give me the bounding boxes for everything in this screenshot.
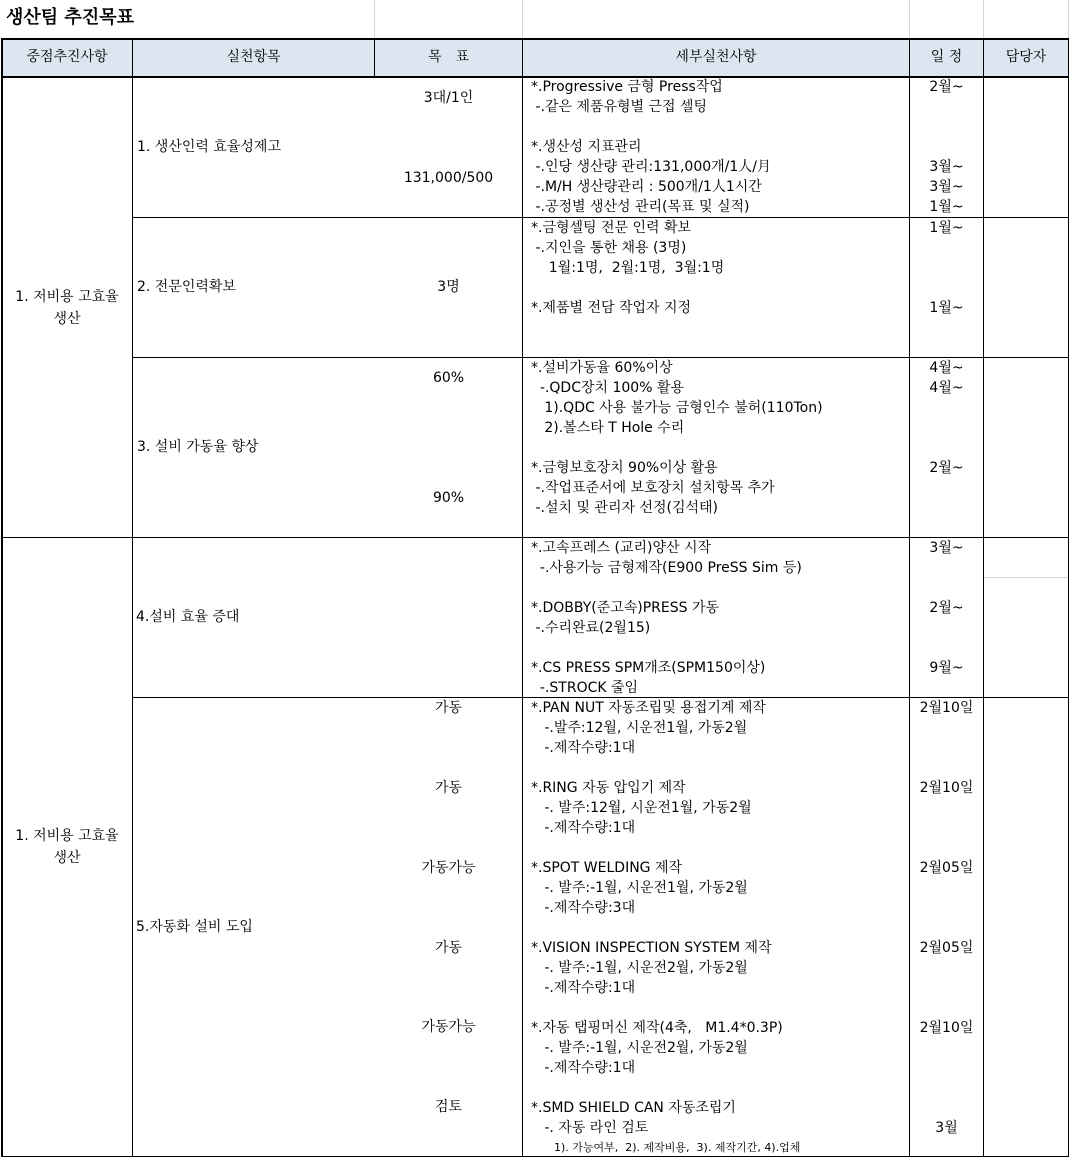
detail-line: *.금형보호장치 90%이상 활용 — [531, 460, 718, 476]
header-owner: 담당자 — [1005, 49, 1047, 65]
detail-line: -.M/H 생산량관리 : 500개/1人1시간 — [531, 179, 762, 195]
target-value: 131,000/500 — [403, 170, 494, 186]
target-value: 검토 — [434, 1099, 463, 1115]
target-value: 가동 — [434, 700, 463, 716]
detail-line: *.고속프레스 (교리)양산 시작 — [531, 540, 712, 556]
detail-line: *.DOBBY(준고속)PRESS 가동 — [531, 600, 720, 616]
detail-line: 1월:1명, 2월:1명, 3월:1명 — [531, 260, 725, 276]
detail-line: *.Progressive 금형 Press작업 — [531, 79, 723, 95]
schedule-value: 2월05일 — [919, 940, 974, 956]
detail-line: -.설치 및 관리자 선정(김석태) — [531, 500, 718, 516]
detail-line: *.VISION INSPECTION SYSTEM 제작 — [531, 940, 772, 956]
practice-item: 3. 설비 가동율 향상 — [137, 439, 259, 455]
detail-line: *.SMD SHIELD CAN 자동조립기 — [531, 1100, 736, 1116]
schedule-value: 3월 — [935, 1120, 958, 1136]
schedule-value: 1월~ — [929, 199, 964, 215]
schedule-value: 2월10일 — [919, 780, 974, 796]
target-value: 3대/1인 — [423, 90, 474, 106]
target-value: 가동 — [434, 780, 463, 796]
schedule-value: 3월~ — [929, 159, 964, 175]
detail-line: -.QDC장치 100% 활용 — [531, 380, 684, 396]
sheet-title: 생산팀 추진목표 — [6, 7, 134, 28]
detail-line: *.금형셀팅 전문 인력 확보 — [531, 220, 692, 236]
detail-line: *.PAN NUT 자동조립및 용접기계 제작 — [531, 700, 766, 716]
detail-line: 1).QDC 사용 불가능 금형인수 불허(110Ton) — [531, 400, 823, 416]
detail-line: *.생산성 지표관리 — [531, 139, 642, 155]
header-focus-item: 중점추진사항 — [26, 49, 108, 65]
detail-line: -.발주:12월, 시운전1월, 가동2월 — [531, 720, 748, 736]
schedule-value: 2월~ — [929, 600, 964, 616]
schedule-value: 4월~ — [929, 380, 964, 396]
detail-line: -.지인을 통한 채용 (3명) — [531, 240, 687, 256]
detail-line: *.CS PRESS SPM개조(SPM150이상) — [531, 660, 766, 676]
detail-line: *.SPOT WELDING 제작 — [531, 860, 683, 876]
detail-line: -.수리완료(2월15) — [531, 620, 651, 636]
detail-line: 1). 가능여부, 2). 제작비용, 3). 제작기간, 4).업체 — [533, 1141, 801, 1154]
detail-line: -. 발주:-1월, 시운전2월, 가동2월 — [531, 960, 748, 976]
schedule-value: 2월~ — [929, 79, 964, 95]
detail-line: -. 발주:12월, 시운전1월, 가동2월 — [531, 800, 752, 816]
schedule-value: 9월~ — [929, 660, 964, 676]
target-value: 3명 — [437, 279, 460, 295]
detail-line: -. 자동 라인 검토 — [531, 1120, 649, 1136]
detail-line: -.제작수량:1대 — [531, 820, 636, 836]
focus-item-line: 생산 — [53, 850, 81, 866]
practice-item: 4.설비 효율 증대 — [136, 609, 240, 625]
target-value: 가동가능 — [421, 860, 476, 876]
schedule-value: 2월05일 — [919, 860, 974, 876]
focus-item-line: 1. 저비용 고효율 — [15, 289, 119, 305]
schedule-value: 2월10일 — [919, 1020, 974, 1036]
detail-line: -.공정별 생산성 관리(목표 및 실적) — [531, 199, 750, 215]
detail-line: -.같은 제품유형별 근접 셀팅 — [531, 99, 708, 115]
schedule-value: 3월~ — [929, 540, 964, 556]
schedule-value: 2월~ — [929, 460, 964, 476]
detail-line: *.설비가동율 60%이상 — [531, 360, 673, 376]
detail-line: *.제품별 전담 작업자 지정 — [531, 300, 692, 316]
header-detail: 세부실천사항 — [675, 49, 757, 65]
focus-item-line: 1. 저비용 고효율 — [15, 828, 119, 844]
target-value: 60% — [432, 370, 465, 386]
schedule-value: 2월10일 — [919, 700, 974, 716]
practice-item: 2. 전문인력확보 — [137, 279, 236, 295]
focus-item-line: 생산 — [53, 311, 81, 327]
schedule-value: 3월~ — [929, 179, 964, 195]
target-value: 90% — [432, 490, 465, 506]
detail-line: -.STROCK 줄임 — [531, 680, 639, 696]
header-practice-item: 실천항목 — [226, 49, 281, 65]
detail-line: -.제작수량:1대 — [531, 740, 636, 756]
detail-line: *.RING 자동 압입기 제작 — [531, 780, 686, 796]
detail-line: -. 발주:-1월, 시운전2월, 가동2월 — [531, 1040, 748, 1056]
detail-line: *.자동 탭핑머신 제작(4축, M1.4*0.3P) — [531, 1020, 783, 1036]
detail-line: 2).볼스타 T Hole 수리 — [531, 420, 685, 436]
detail-line: -.제작수량:1대 — [531, 1060, 636, 1076]
detail-line: -.작업표준서에 보호장치 설치항목 추가 — [531, 480, 775, 496]
target-value: 가동 — [434, 940, 463, 956]
detail-line: -.제작수량:3대 — [531, 900, 636, 916]
detail-line: -.인당 생산량 관리:131,000개/1人/月 — [531, 159, 771, 175]
schedule-value: 1월~ — [929, 300, 964, 316]
target-value: 가동가능 — [421, 1019, 476, 1035]
detail-line: -. 발주:-1월, 시운전1월, 가동2월 — [531, 880, 748, 896]
schedule-value: 1월~ — [929, 220, 964, 236]
practice-item: 5.자동화 설비 도입 — [136, 919, 253, 935]
practice-item: 1. 생산인력 효율성제고 — [137, 139, 281, 155]
header-target: 목 표 — [427, 49, 470, 65]
detail-line: -.제작수량:1대 — [531, 980, 636, 996]
header-schedule: 일 정 — [930, 49, 963, 65]
detail-line: -.사용가능 금형제작(E900 PreSS Sim 등) — [531, 560, 802, 576]
schedule-value: 4월~ — [929, 360, 964, 376]
